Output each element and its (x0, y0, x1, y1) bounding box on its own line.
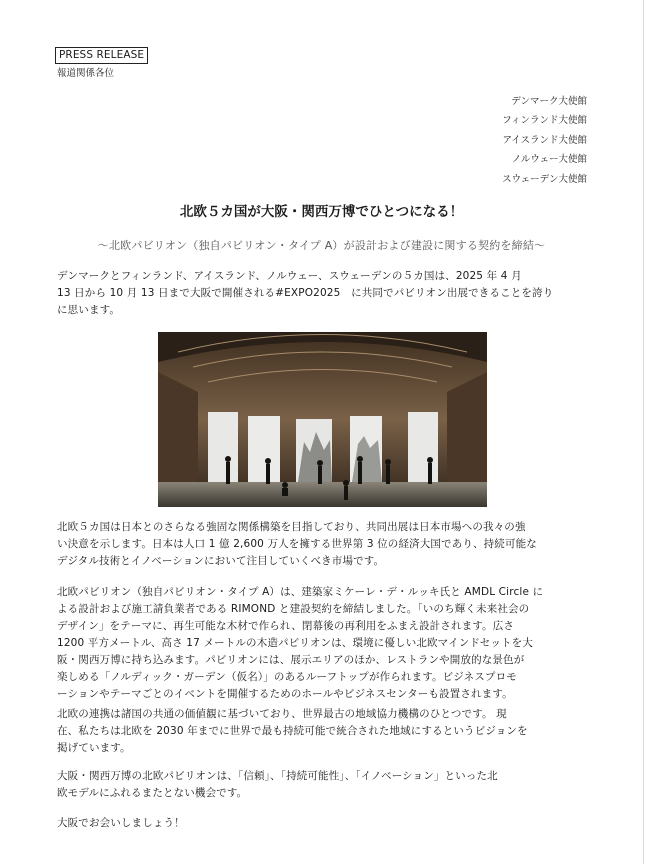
paragraph-cooperation (57, 706, 587, 757)
paragraph-pavilion (57, 584, 587, 703)
paragraph-line: デジタル技術とイノベーションにおいて注目していくべき市場です。 (57, 555, 385, 567)
paragraph-line: 在、私たちは北欧を 2030 年までに世界で最も持続可能で統合された地域にするというビジョンを (57, 725, 528, 737)
paragraph-line: ーションやテーマごとのイベントを開催するためのホールやビジネスセンターも設置されます。 (57, 688, 513, 700)
paragraph-market (57, 519, 587, 570)
embassy-finland: フィンランド大使館 (502, 115, 587, 127)
page-title: 北欧５カ国が大阪・関西万博でひとつになる！ (179, 204, 464, 220)
paragraph-line: に思います。 (57, 304, 121, 316)
paragraph-line: 北欧５カ国は日本とのさらなる強固な関係構築を目指しており、共同出展は日本市場への我々の強 (57, 521, 526, 533)
embassy-list (387, 92, 587, 189)
paragraph-line: 1200 平方メートル、高さ 17 メートルの木造パビリオンは、環境に優しい北欧マインドセットを大 (57, 637, 533, 649)
paragraph-line: い決意を示します。日本は人口 1 億 2,600 万人を擁する世界第 3 位の経済大国であり、持続可能な (57, 538, 537, 550)
recipients-line: 報道関係各位 (57, 68, 115, 79)
page-subtitle: 〜北欧パビリオン（独自パビリオン・タイプ A）が設計および建設に関する契約を締結〜 (97, 239, 546, 252)
paragraph-line: 大阪・関西万博の北欧パビリオンは、「信頼」、「持続可能性」、「イノベーション」といった北 (57, 770, 498, 782)
paragraph-line: 欧モデルにふれるまたとない機会です。 (57, 787, 248, 799)
paragraph-line: 掲げています。 (57, 742, 131, 754)
paragraph-line: 13 日から 10 月 13 日まで大阪で開催される#EXPO2025 に共同でパビリオン出展できることを誇り (57, 287, 554, 299)
paragraph-line: 北欧パビリオン（独自パビリオン・タイプ A）は、建築家ミケーレ・デ・ルッキ氏と AMDL Circle に (57, 586, 544, 598)
paragraph-line: 楽しめる「ノルディック・ガーデン（仮名）」のあるルーフトップが作られます。ビジネスプロモ (57, 671, 517, 683)
paragraph-line: 大阪でお会いしましょう！ (57, 817, 185, 829)
embassy-denmark: デンマーク大使館 (511, 96, 587, 107)
embassy-iceland: アイスランド大使館 (502, 134, 587, 146)
paragraph-line: 阪・関西万博に持ち込みます。パビリオンには、展示エリアのほか、レストランや開放的な景色が (57, 654, 525, 666)
paragraph-opportunity (57, 768, 587, 802)
pavilion-interior-illustration (158, 332, 487, 507)
paragraph-line: よる設計および施工請負業者である RIMOND と建設契約を締結しました。「いのち輝く未来社会の (57, 603, 530, 615)
embassy-norway: ノルウェー大使館 (511, 154, 587, 166)
paragraph-closing (57, 815, 587, 832)
paragraph-line: デンマークとフィンランド、アイスランド、ノルウェー、スウェーデンの５カ国は、2025 年 4 月 (57, 270, 522, 282)
press-release-badge: PRESS RELEASE (55, 47, 148, 64)
paragraph-line: デザイン」をテーマに、再生可能な木材で作られ、閉幕後の再利用をふまえ設計されます。広さ (57, 620, 515, 632)
pavilion-image (158, 332, 487, 507)
paragraph-line: 北欧の連携は諸国の共通の価値観に基づいており、世界最古の地域協力機構のひとつです。 現 (57, 708, 507, 720)
paragraph-intro (57, 268, 587, 319)
embassy-sweden: スウェーデン大使館 (502, 173, 587, 185)
